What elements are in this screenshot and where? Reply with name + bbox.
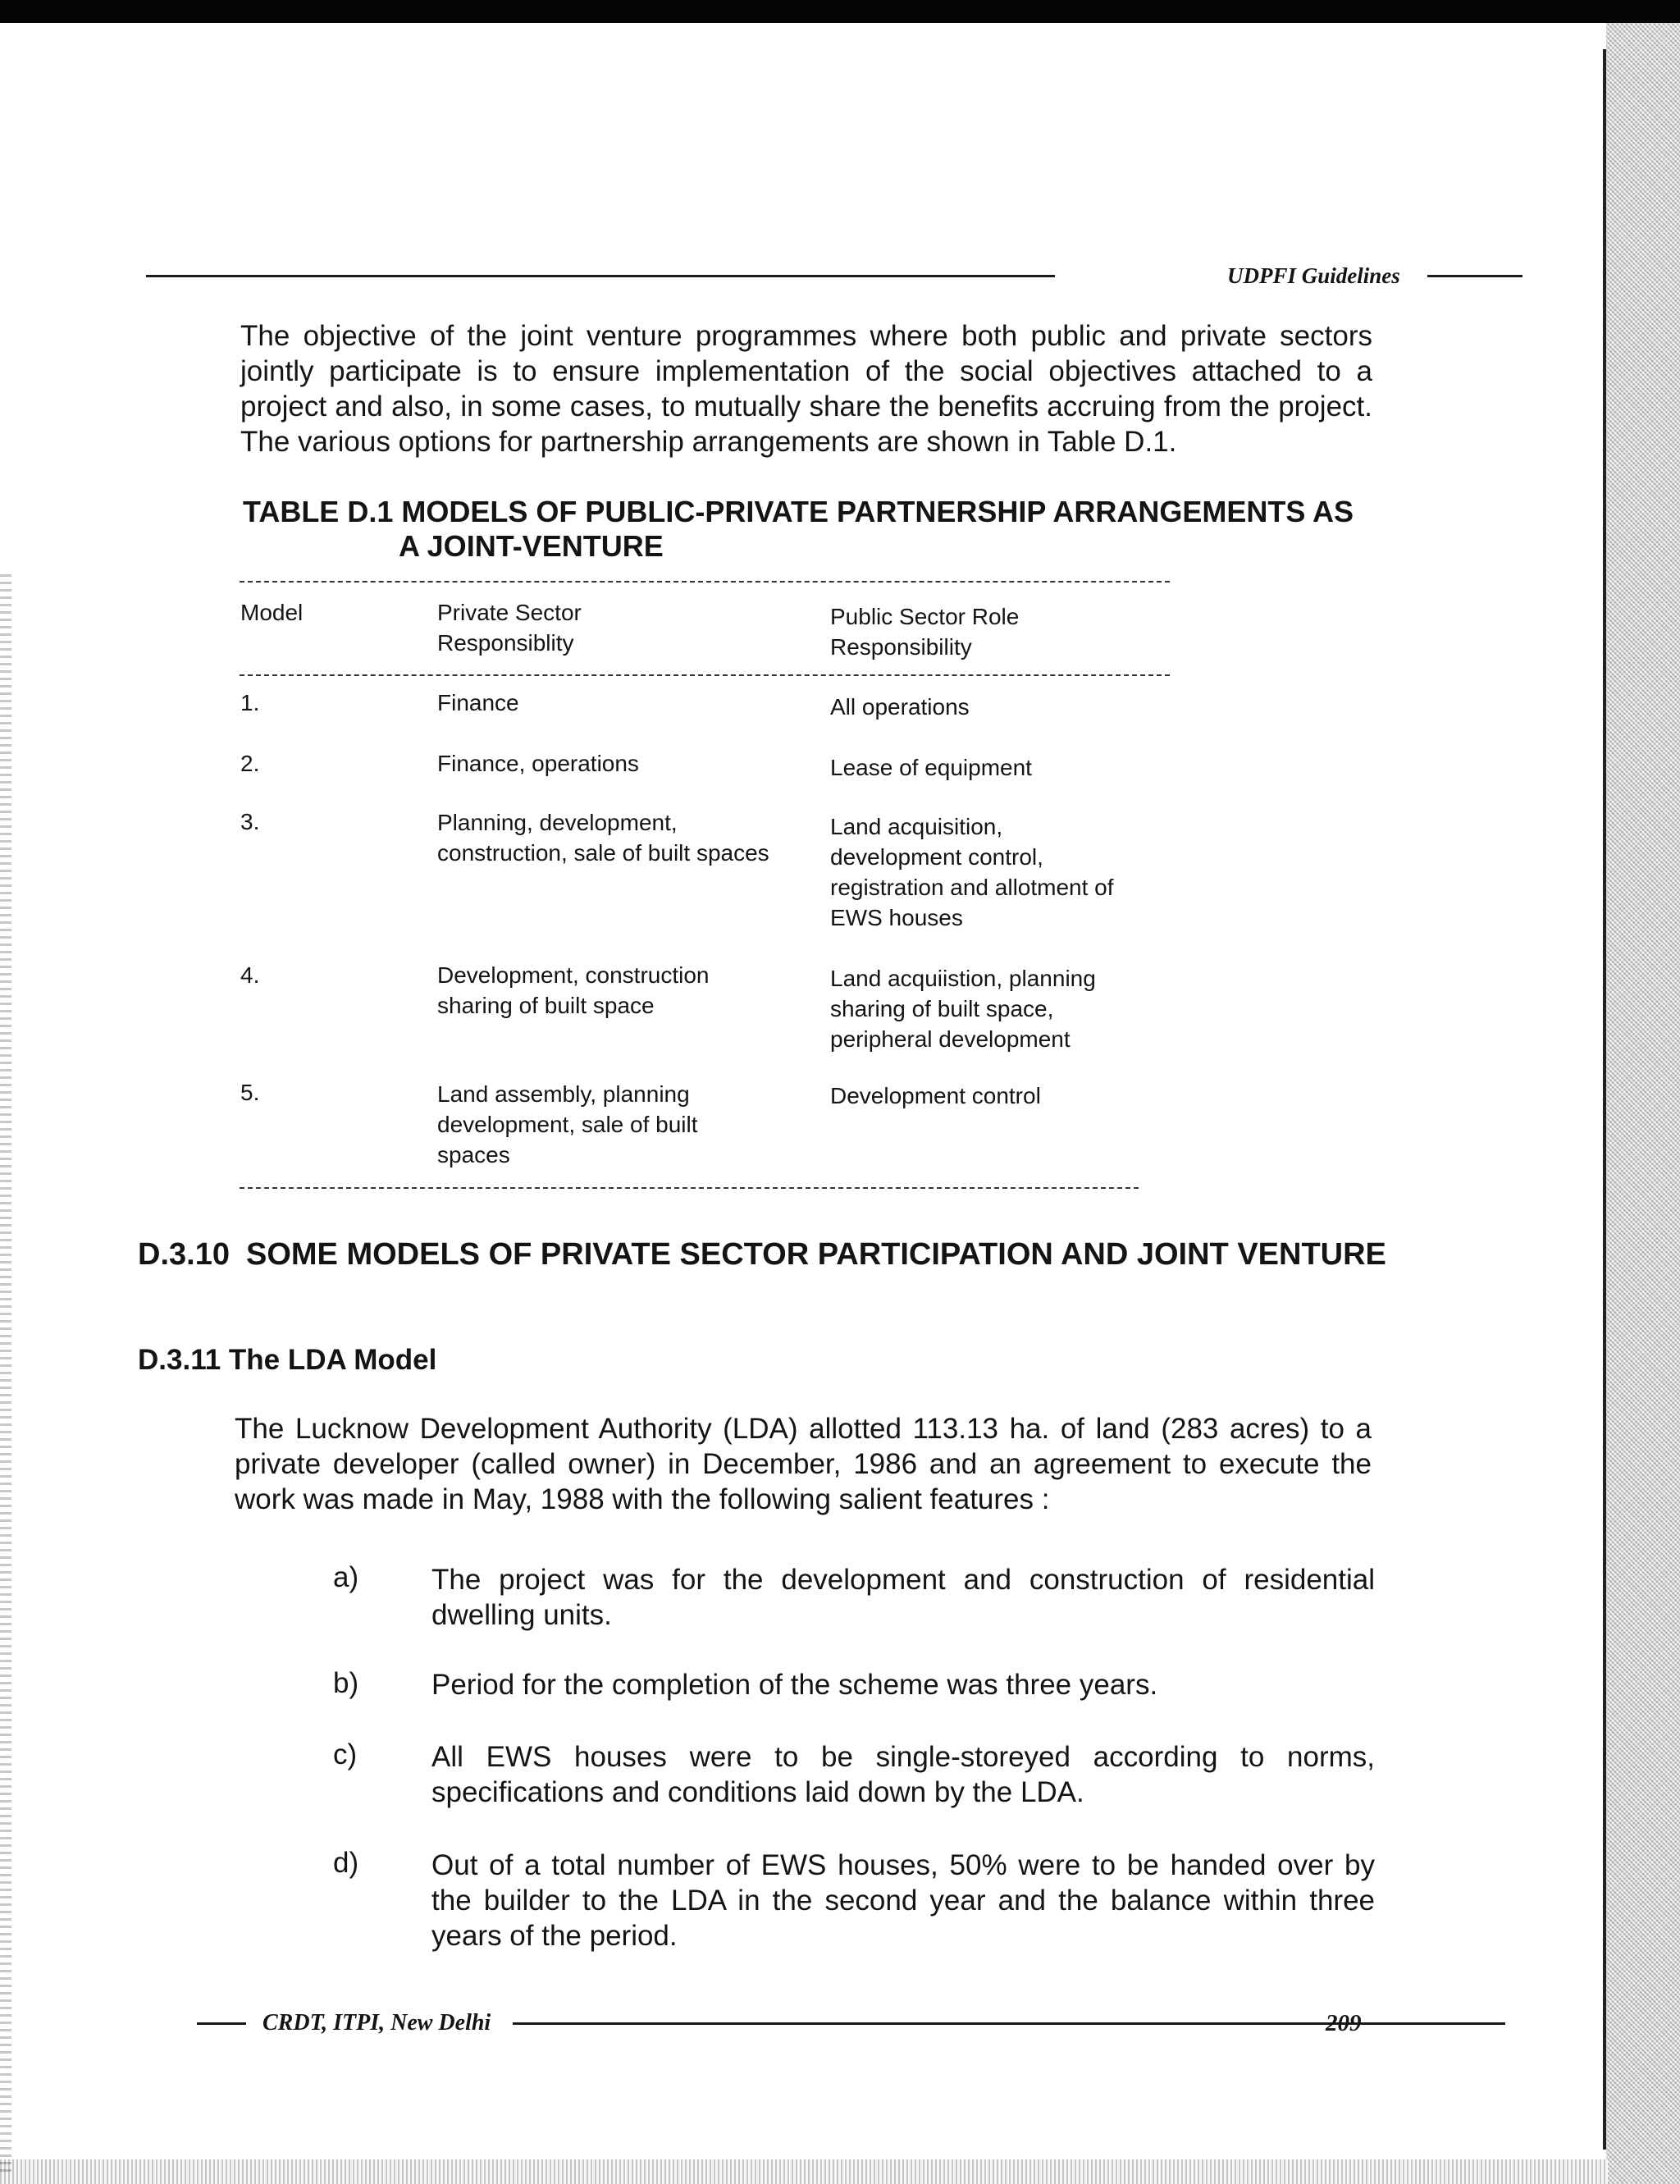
- scan-bottom-edge: [0, 2159, 1608, 2184]
- list-item-text: The project was for the development and construction of residential dwelling units.: [431, 1564, 1375, 1631]
- scan-right-edge: [1606, 23, 1680, 2184]
- table-row-1-model: 1.: [240, 690, 260, 715]
- table-row-2-model: 2.: [240, 751, 260, 776]
- table-title: [243, 495, 1375, 564]
- list-item-text: Out of a total number of EWS houses, 50% were to be handed over by the builder to the LDA in the second year and the balance within three years of the period.: [431, 1849, 1375, 1952]
- table-row-3-private-line1: Planning, development,: [437, 810, 678, 835]
- header-rule-left: [146, 275, 1055, 277]
- table-row-1-public: All operations: [830, 694, 970, 720]
- list-marker: c): [333, 1739, 358, 1771]
- list-item-text: Period for the completion of the scheme was three years.: [431, 1669, 1158, 1701]
- column-header-private-line2: Responsiblity: [437, 630, 574, 656]
- header-rule-right: [1427, 275, 1522, 277]
- section-title: SOME MODELS OF PRIVATE SECTOR PARTICIPATION AND JOINT VENTURE: [246, 1237, 1386, 1272]
- table-row-4-public-line1: Land acquiistion, planning: [830, 966, 1096, 991]
- intro-paragraph: The objective of the joint venture programmes where both public and private sectors jointly participate is to ensure implementation of the social objectives attached to a project and also, in some cases, to mutually share the benefits accruing from the project. The various options for partnership arrangements are shown in Table D.1.: [240, 320, 1372, 458]
- table-row-2-public: Lease of equipment: [830, 755, 1032, 780]
- table-row-5-private-line3: spaces: [437, 1142, 510, 1167]
- table-row-3-public-line3: registration and allotment of: [830, 875, 1114, 900]
- scan-top-bar: [0, 0, 1680, 23]
- column-header-private-line1: Private Sector: [437, 600, 582, 625]
- scan-left-edge: [0, 574, 11, 2174]
- table-bottom-rule: [240, 1187, 1139, 1189]
- header-title: UDPFI Guidelines: [1227, 263, 1400, 288]
- table-top-rule: [240, 581, 1170, 583]
- table-title-line2: A JOINT-VENTURE: [399, 529, 664, 563]
- page-footer: [197, 2007, 1373, 2040]
- lda-paragraph: The Lucknow Development Authority (LDA) allotted 113.13 ha. of land (283 acres) to a private developer (called owner) in December, 1986 and an agreement to execute the work was made in May, 1988 with the following salient features :: [235, 1413, 1372, 1515]
- table-row-3-model: 3.: [240, 809, 260, 834]
- column-header-model: Model: [240, 600, 304, 625]
- table-row-4-model: 4.: [240, 962, 260, 988]
- table-row-3-public-line1: Land acquisition,: [830, 814, 1003, 839]
- table-title-line1: TABLE D.1 MODELS OF PUBLIC-PRIVATE PARTNERSHIP ARRANGEMENTS AS: [243, 495, 1354, 528]
- table-row-4-private-line1: Development, construction: [437, 962, 710, 988]
- table-row-4-public-line2: sharing of built space,: [830, 996, 1054, 1021]
- section-heading-d3-10: [138, 1237, 1401, 1272]
- table-row-3-public-line2: development control,: [830, 844, 1043, 870]
- table-row-3-public-line4: EWS houses: [830, 905, 963, 930]
- table-row-4-private-line2: sharing of built space: [437, 993, 655, 1018]
- table-row-4-public-line3: peripheral development: [830, 1026, 1071, 1052]
- table-row-1-private: Finance: [437, 690, 519, 715]
- table-row-5-private-line2: development, sale of built: [437, 1112, 698, 1137]
- table-row-2-private: Finance, operations: [437, 751, 639, 776]
- section-number: D.3.10: [138, 1237, 230, 1272]
- list-item-text: All EWS houses were to be single-storeyed according to norms, specifications and conditions laid down by the LDA.: [431, 1741, 1375, 1808]
- table-row-5-public: Development control: [830, 1083, 1041, 1108]
- page-number: 209: [1326, 2010, 1362, 2036]
- page-border: [1603, 49, 1606, 2150]
- column-header-public-line2: Responsibility: [830, 634, 972, 660]
- footer-org: CRDT, ITPI, New Delhi: [262, 2010, 491, 2036]
- table-row-5-model: 5.: [240, 1080, 260, 1105]
- list-marker: b): [333, 1667, 359, 1699]
- list-marker: a): [333, 1561, 359, 1593]
- running-header: [146, 259, 1400, 292]
- table-row-5-private-line1: Land assembly, planning: [437, 1081, 690, 1107]
- table-row-3-private-line2: construction, sale of built spaces: [437, 840, 769, 866]
- footer-rule-left: [197, 2022, 246, 2025]
- section-heading-d3-11: D.3.11 The LDA Model: [138, 1344, 437, 1376]
- list-marker: d): [333, 1847, 359, 1879]
- column-header-public-line1: Public Sector Role: [830, 604, 1020, 629]
- table-header-rule: [240, 674, 1170, 676]
